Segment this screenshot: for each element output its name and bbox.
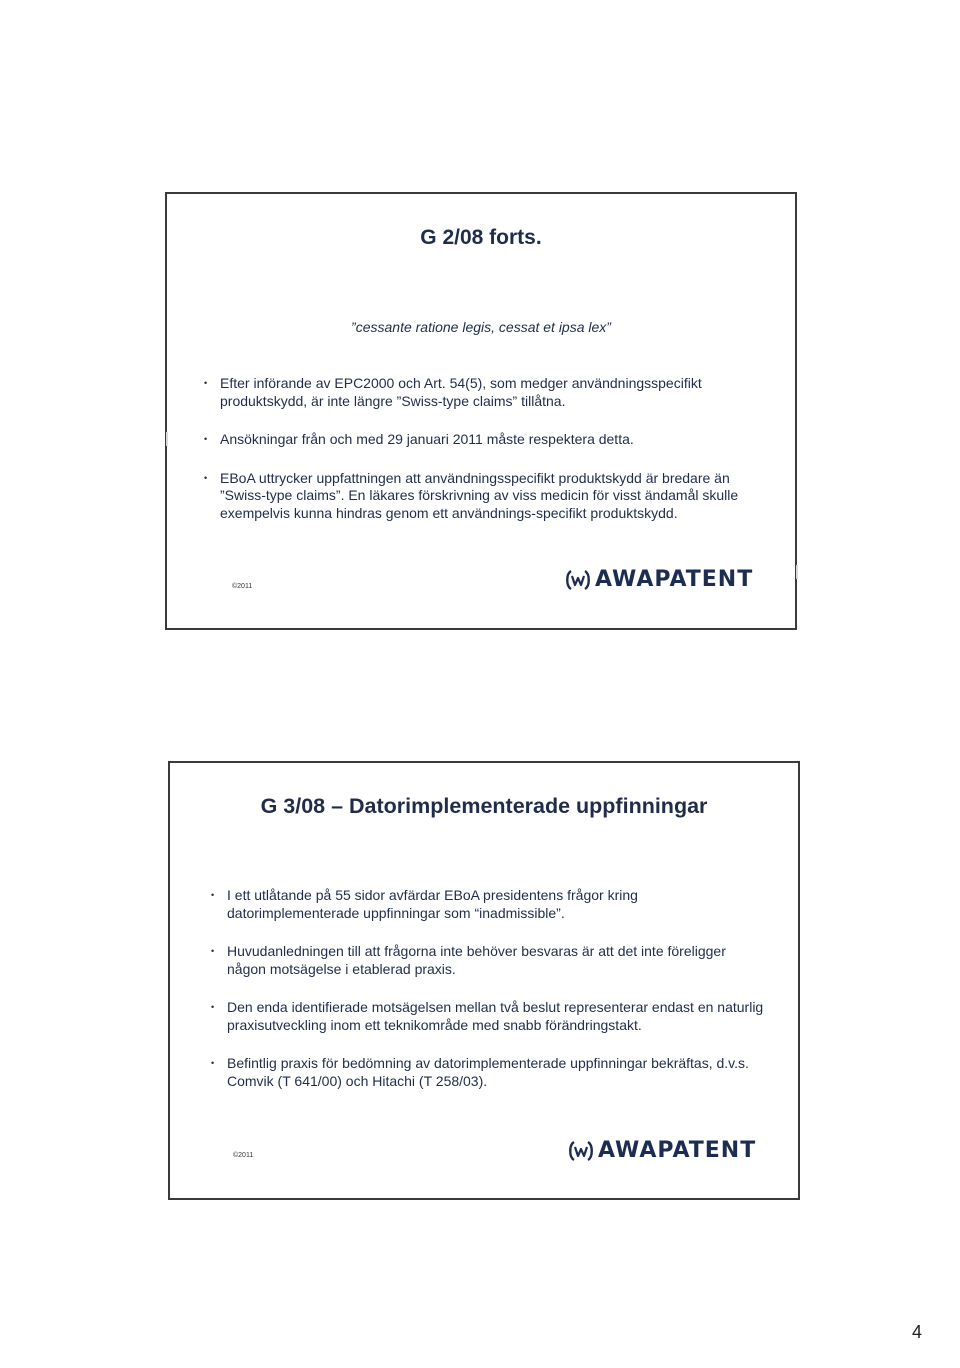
slide-title: G 2/08 forts. [420, 226, 542, 249]
bullet-dot-icon: • [211, 890, 215, 900]
logo-wordmark: AWAPATENT [598, 1138, 757, 1163]
bullet-item [204, 469, 760, 523]
scan-mark [166, 432, 168, 446]
bullet-item [204, 375, 760, 410]
bullet-text: Befintlig praxis för bedömning av datorimplementerade uppfinningar bekräftas, d.v.s. Comvik (T 641/00) och Hitachi (T 258/03). [227, 1055, 749, 1089]
bullet-dot-icon: • [211, 1002, 215, 1012]
bullet-list [204, 375, 760, 543]
bullet-text: Ansökningar från och med 29 januari 2011 måste respektera detta. [220, 431, 634, 447]
bullet-dot-icon: • [204, 378, 208, 388]
slide-subtitle-quote: ”cessante ratione legis, cessat et ipsa lex” [351, 319, 611, 335]
bullet-item [211, 1055, 767, 1090]
copyright-text: ©2011 [232, 583, 253, 590]
slide-g308 [168, 761, 800, 1200]
bullet-item [211, 943, 767, 978]
scan-mark [796, 565, 798, 579]
bullet-list [211, 887, 767, 1111]
awapatent-logo [565, 567, 753, 592]
bullet-dot-icon: • [211, 946, 215, 956]
page-number: 4 [912, 1322, 923, 1342]
copyright-text: ©2011 [233, 1152, 254, 1159]
bullet-item [211, 999, 767, 1034]
bullet-text: Efter införande av EPC2000 och Art. 54(5), som medger användningsspecifikt produktskydd, är inte längre ”Swiss-type claims” tillåtna. [220, 375, 702, 409]
bullet-dot-icon: • [204, 472, 208, 483]
bullet-item [204, 431, 760, 449]
bullet-text: Den enda identifierade motsägelsen mellan två beslut representerar endast en naturlig praxisutveckling inom ett teknikområde med snabb förändringstakt. [227, 999, 764, 1033]
slide-g208 [165, 192, 797, 630]
bullet-item [211, 887, 767, 922]
bullet-text: I ett utlåtande på 55 sidor avfärdar EBoA presidentens frågor kring datorimplementerade uppfinningar som “inadmissible”. [227, 887, 638, 921]
awapatent-logo-icon [565, 569, 591, 591]
awapatent-logo-icon [568, 1140, 594, 1162]
bullet-text: Huvudanledningen till att frågorna inte behöver besvaras är att det inte föreligger någon motsägelse i etablerad praxis. [227, 943, 726, 977]
slide-title: G 3/08 – Datorimplementerade uppfinningar [260, 794, 708, 818]
bullet-dot-icon: • [211, 1058, 215, 1068]
bullet-text: EBoA uttrycker uppfattningen att användningsspecifikt produktskydd är bredare än ”Swiss-type claims”. En läkares förskrivning av viss medicin för visst ändamål skulle exempelvis kunna hindras genom ett användnings-specifikt produktskydd. [220, 469, 739, 521]
logo-wordmark: AWAPATENT [595, 567, 754, 592]
bullet-dot-icon: • [204, 434, 208, 444]
awapatent-logo [568, 1138, 756, 1163]
